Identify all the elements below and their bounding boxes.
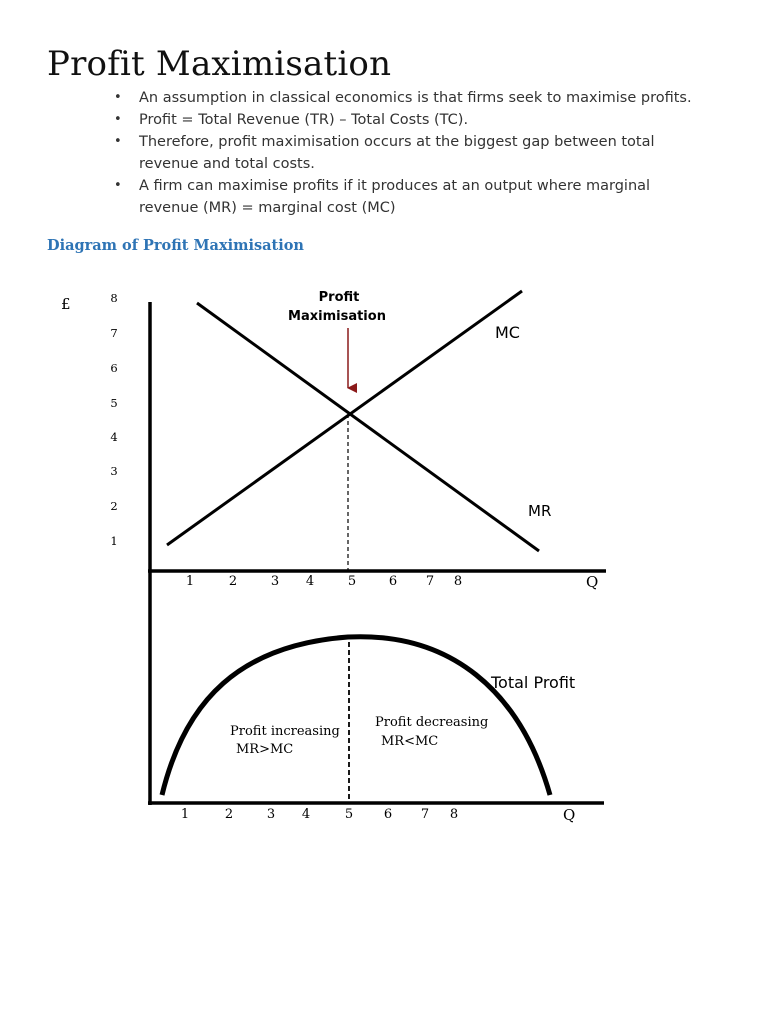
x-tick-label: 5 bbox=[344, 807, 354, 822]
upper-x-tick-labels bbox=[186, 574, 462, 589]
mr-less-mc-note: MR<MC bbox=[381, 734, 439, 749]
x-tick-label: 2 bbox=[224, 807, 234, 822]
y-tick-label: 7 bbox=[110, 326, 118, 340]
mr-label: MR bbox=[528, 502, 552, 520]
y-axis-pound-symbol: £ bbox=[61, 295, 71, 313]
x-tick-label: 6 bbox=[383, 807, 393, 822]
y-tick-label: 4 bbox=[110, 430, 118, 444]
y-tick-label: 1 bbox=[110, 534, 118, 548]
mr-line bbox=[197, 303, 539, 551]
annotation-line-2: Maximisation bbox=[288, 309, 386, 324]
x-tick-label: 3 bbox=[266, 807, 276, 822]
x-tick-label: 1 bbox=[185, 574, 195, 589]
total-profit-curve bbox=[162, 637, 550, 795]
upper-x-axis-symbol: Q bbox=[586, 573, 599, 591]
x-tick-label: 8 bbox=[453, 574, 463, 589]
x-tick-label: 6 bbox=[388, 574, 398, 589]
bullet-item: • A firm can maximise profits if it produces at an output where marginal revenue (MR) = marginal cost (MC) bbox=[114, 175, 694, 219]
y-tick-label: 3 bbox=[110, 464, 118, 478]
bullet-item: • Profit = Total Revenue (TR) – Total Costs (TC). bbox=[114, 109, 694, 131]
mc-label: MC bbox=[495, 323, 520, 342]
x-tick-label: 3 bbox=[270, 574, 280, 589]
page-title: Profit Maximisation bbox=[47, 44, 392, 84]
x-tick-label: 4 bbox=[305, 574, 315, 589]
profit-increasing-note: Profit increasing bbox=[230, 724, 340, 739]
bullet-item: • Therefore, profit maximisation occurs at the biggest gap between total revenue and total costs. bbox=[114, 131, 694, 175]
x-tick-label: 2 bbox=[228, 574, 238, 589]
profit-decreasing-note: Profit decreasing bbox=[375, 715, 489, 730]
y-tick-label: 6 bbox=[110, 361, 118, 375]
y-tick-label: 2 bbox=[110, 499, 118, 513]
y-tick-label: 8 bbox=[110, 291, 118, 305]
total-profit-label: Total Profit bbox=[491, 673, 576, 692]
y-tick-label: 5 bbox=[110, 396, 118, 410]
lower-x-axis-symbol: Q bbox=[563, 806, 576, 824]
x-tick-label: 8 bbox=[449, 807, 459, 822]
diagram-subtitle: Diagram of Profit Maximisation bbox=[47, 237, 304, 254]
annotation-line-1: Profit bbox=[318, 290, 360, 305]
x-tick-label: 5 bbox=[347, 574, 357, 589]
x-tick-label: 7 bbox=[420, 807, 430, 822]
mc-line bbox=[167, 291, 522, 545]
upper-y-tick-labels bbox=[110, 291, 117, 548]
x-tick-label: 1 bbox=[180, 807, 190, 822]
x-tick-label: 4 bbox=[301, 807, 311, 822]
lower-x-tick-labels bbox=[181, 807, 458, 822]
bullet-item: • An assumption in classical economics is that firms seek to maximise profits. bbox=[114, 87, 694, 109]
mr-greater-mc-note: MR>MC bbox=[236, 742, 294, 757]
x-tick-label: 7 bbox=[425, 574, 435, 589]
